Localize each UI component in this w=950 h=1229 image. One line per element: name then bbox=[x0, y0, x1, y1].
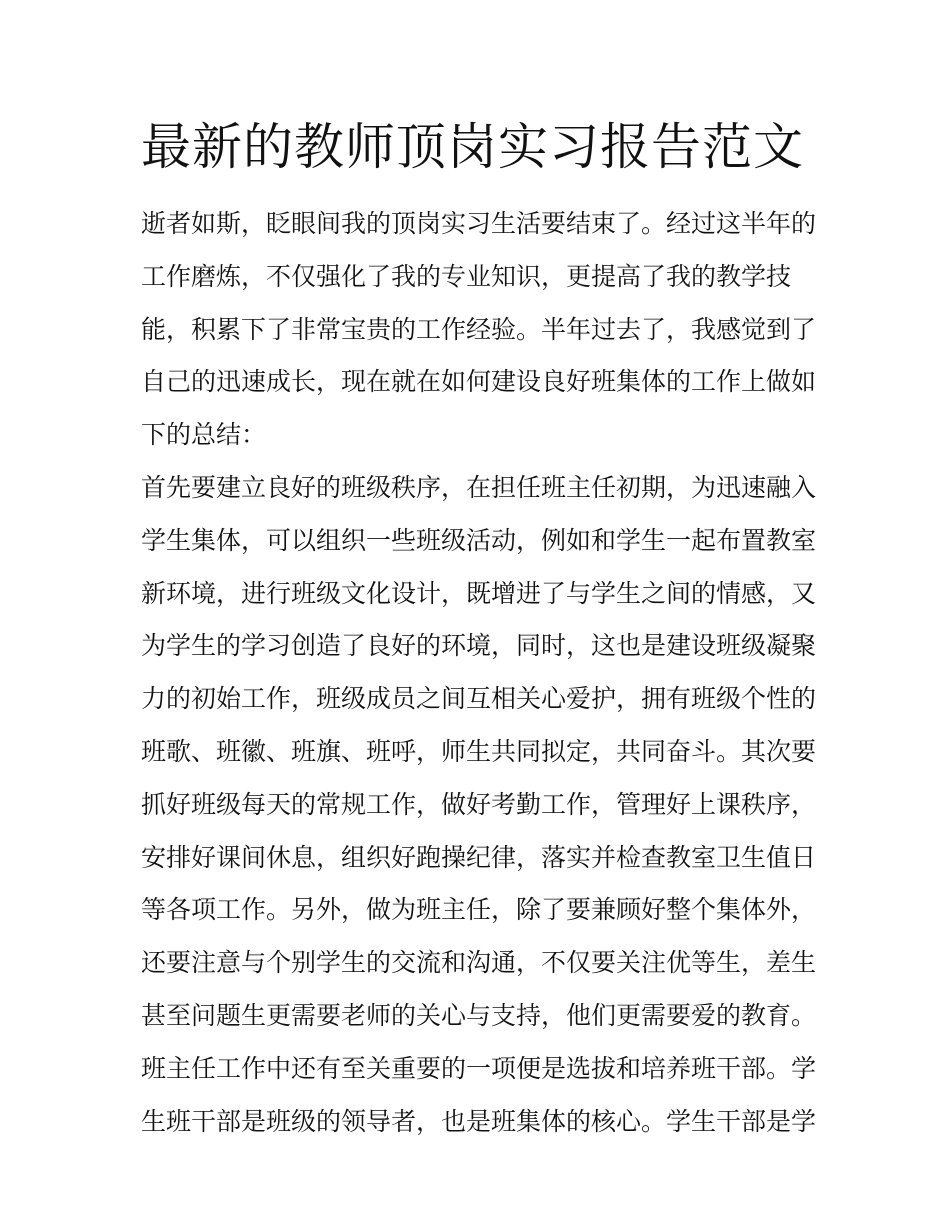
body-line: 等各项工作。另外，做为班主任，除了要兼顾好整个集体外， bbox=[141, 895, 817, 925]
body-line: 甚至问题生更需要老师的关心与支持，他们更需要爱的教育。 bbox=[141, 1000, 817, 1030]
body-line: 班歌、班徽、班旗、班呼，师生共同拟定，共同奋斗。其次要 bbox=[141, 736, 817, 766]
body-line: 为学生的学习创造了良好的环境，同时，这也是建设班级凝聚 bbox=[141, 631, 817, 661]
document-body bbox=[141, 198, 821, 1148]
body-line: 工作磨炼，不仅强化了我的专业知识，更提高了我的教学技 bbox=[141, 261, 792, 291]
body-line: 新环境，进行班级文化设计，既增进了与学生之间的情感，又 bbox=[141, 578, 817, 608]
body-line: 班主任工作中还有至关重要的一项便是选拔和培养班干部。学 bbox=[141, 1053, 817, 1083]
body-line: 学生集体，可以组织一些班级活动，例如和学生一起布置教室 bbox=[141, 525, 817, 555]
body-line: 安排好课间休息，组织好跑操纪律，落实并检查教室卫生值日 bbox=[141, 842, 817, 872]
body-line: 下的总结： bbox=[141, 420, 267, 450]
body-line: 抓好班级每天的常规工作，做好考勤工作，管理好上课秩序， bbox=[141, 789, 817, 819]
body-line: 自己的迅速成长，现在就在如何建设良好班集体的工作上做如 bbox=[141, 367, 817, 397]
body-line: 生班干部是班级的领导者，也是班集体的核心。学生干部是学 bbox=[141, 1106, 817, 1136]
body-line: 还要注意与个别学生的交流和沟通，不仅要关注优等生，差生 bbox=[141, 948, 817, 978]
body-line: 逝者如斯，眨眼间我的顶岗实习生活要结束了。经过这半年的 bbox=[141, 209, 817, 238]
body-line: 力的初始工作，班级成员之间互相关心爱护，拥有班级个性的 bbox=[141, 684, 817, 714]
body-line: 能，积累下了非常宝贵的工作经验。半年过去了，我感觉到了 bbox=[141, 314, 817, 344]
body-line: 首先要建立良好的班级秩序，在担任班主任初期，为迅速融入 bbox=[141, 472, 817, 502]
document-title: 最新的教师顶岗实习报告范文 bbox=[141, 118, 804, 176]
